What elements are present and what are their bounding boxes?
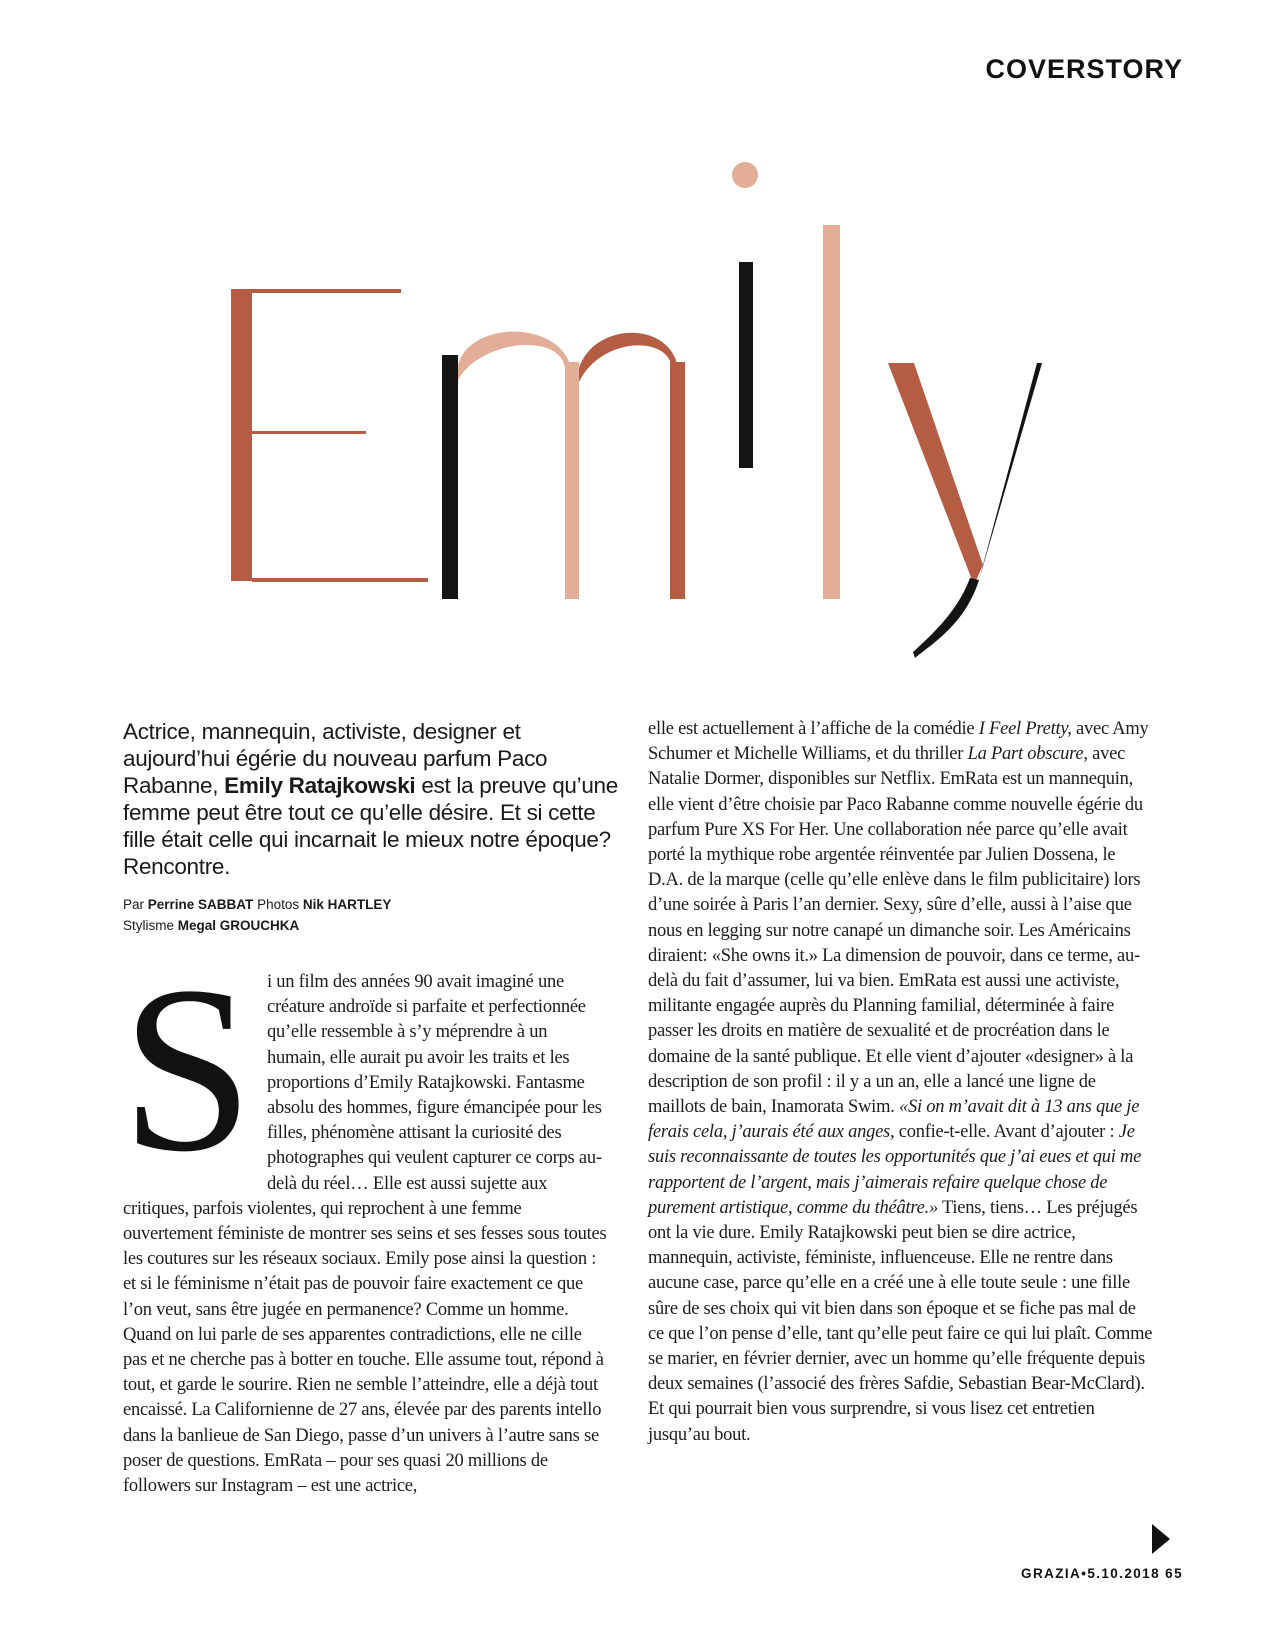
quote: «Si on m’avait dit à 13 ans que je ferais cela, j’aurais été aux anges, [648,1097,1140,1143]
title-emily-lettering [0,0,1275,680]
credits [123,894,633,936]
magazine-name: GRAZIA [1021,1566,1082,1581]
film-title: I Feel Pretty, [978,719,1072,739]
letter-l [823,225,840,599]
issue-date: 5.10.2018 [1087,1566,1161,1581]
article-column-left [121,938,608,1499]
quote: Je suis reconnaissante de toutes les opportunités que j’ai eues et qui me rapportent de l’argent, mais j’aimerais refaire quelque chose de purement artistique, comme du théâtre.» [648,1122,1142,1218]
dropcap: S [121,938,254,1201]
credits-line-2: Stylisme Megal GROUCHKA [123,918,300,933]
stylist-name: Megal GROUCHKA [177,918,300,933]
intro-text-end: est la preuve qu’une femme peut être tout ce qu’elle désire. Et si cette fille était celle qui incarnait le mieux notre époque? Rencontre. [123,773,618,879]
credits-line-1: Par Perrine SABBAT Photos Nik HARTLEY [123,897,392,912]
letter-e [231,289,428,582]
page-number: 65 [1165,1566,1183,1581]
intro-text: Actrice, mannequin, activiste, designer et aujourd’hui égérie du nouveau parfum Paco Rabanne, [123,719,548,798]
author-name: Perrine SABBAT [147,897,254,912]
letter-m [442,332,685,599]
letter-y [888,363,1042,658]
section-label: COVERSTORY [985,54,1183,84]
film-title: La Part obscure, [967,744,1088,765]
continue-arrow-icon [1152,1524,1170,1554]
photographer-name: Nik HARTLEY [302,897,392,912]
letter-i [732,162,758,468]
page-footer: GRAZIA•5.10.2018 65 [1021,1566,1183,1581]
article-column-right: elle est actuellement à l’affiche de la comédie I Feel Pretty, avec Amy Schumer et Michelle Williams, et du thriller La Part obscure, avec Natalie Dormer, disponibles sur Netflix. EmRata est un mannequin, elle vient d’être choisie par Paco Rabanne comme nouvelle égérie du parfum Pure XS For Her. Une collaboration née parce qu’elle avait porté la mythique robe argentée réinventée par Julien Dossena, le D.A. de la marque (celle qu’elle enlève dans le film publicitaire) lors d’une soirée à Paris l’an dernier. Sexy, sûre d’elle, aussi à l’aise que nous en legging sur notre canapé un dimanche soir. Les Américains diraient: «She owns it.» La dimension de pouvoir, dans ce terme, au-delà du fait d’assumer, lui va bien. EmRata est aussi une activiste, militante engagée auprès du Planning familial, déterminée à faire passer les droits en matière de sexualité et de procréation dans le domaine de la santé publique. Et elle vient d’ajouter «designer» à la description de son profil : il y a un an, elle a lancé une ligne de maillots de bain, Inamorata Swim. «Si on m’avait dit à 13 ans que je ferais cela, j’aurais été aux anges, confie-t-elle. Avant d’ajouter : Je suis reconnaissante de toutes les opportunités que j’ai eues et qui me rapportent de l’argent, mais j’aimerais refaire quelque chose de purement artistique, comme du théâtre.» Tiens, tiens… Les préjugés ont la vie dure. Emily Ratajkowski peut bien se dire actrice, mannequin, activiste, féministe, influenceuse. Elle ne rentre dans aucune case, parce qu’elle en a créé une à elle toute seule : une fille sûre de ses choix qui vit bien dans son époque et se fiche pas mal de ce que l’on pense d’elle, tant qu’elle peut faire ce qui lui plaît. Comme se marier, en février dernier, avec un homme qu’elle fréquente depuis deux semaines (l’associé des frères Safdie, Sebastian Bear-McClard). Et qui pourrait bien vous surprendre, si vous lisez cet entretien jusqu’au bout. [648,719,1153,1445]
intro-standfirst [123,718,633,880]
article-body-left: i un film des années 90 avait imaginé une créature androïde si parfaite et perfectionnée qu’elle ressemble à s’y méprendre à un humain, elle aurait pu avoir les traits et les proportions d’Emily Ratajkowski. Fantasme absolu des hommes, figure émancipée pour les filles, phénomène attisant la curiosité des photographes qui veulent capturer ce corps au-delà du réel… Elle est aussi sujette aux critiques, parfois violentes, qui reprochent à une femme ouvertement féministe de montrer ses seins et ses fesses sous toutes les coutures sur les réseaux sociaux. Emily pose ainsi la question : et si le féminisme n’était pas de pouvoir faire exactement ce que l’on veut, sans être jugée en permanence? Comme un homme. Quand on lui parle de ses apparentes contradictions, elle ne cille pas et ne cherche pas à botter en touche. Elle assume tout, répond à tout, et garde le sourire. Rien ne semble l’atteindre, elle a déjà tout encaissé. La Californienne de 27 ans, élevée par des parents intello dans la banlieue de San Diego, passe d’un univers à l’autre sans se poser de questions. EmRata – pour ses quasi 20 millions de followers sur Instagram – est une actrice, [123,972,607,1497]
intro-name: Emily Ratajkowski [224,773,416,798]
